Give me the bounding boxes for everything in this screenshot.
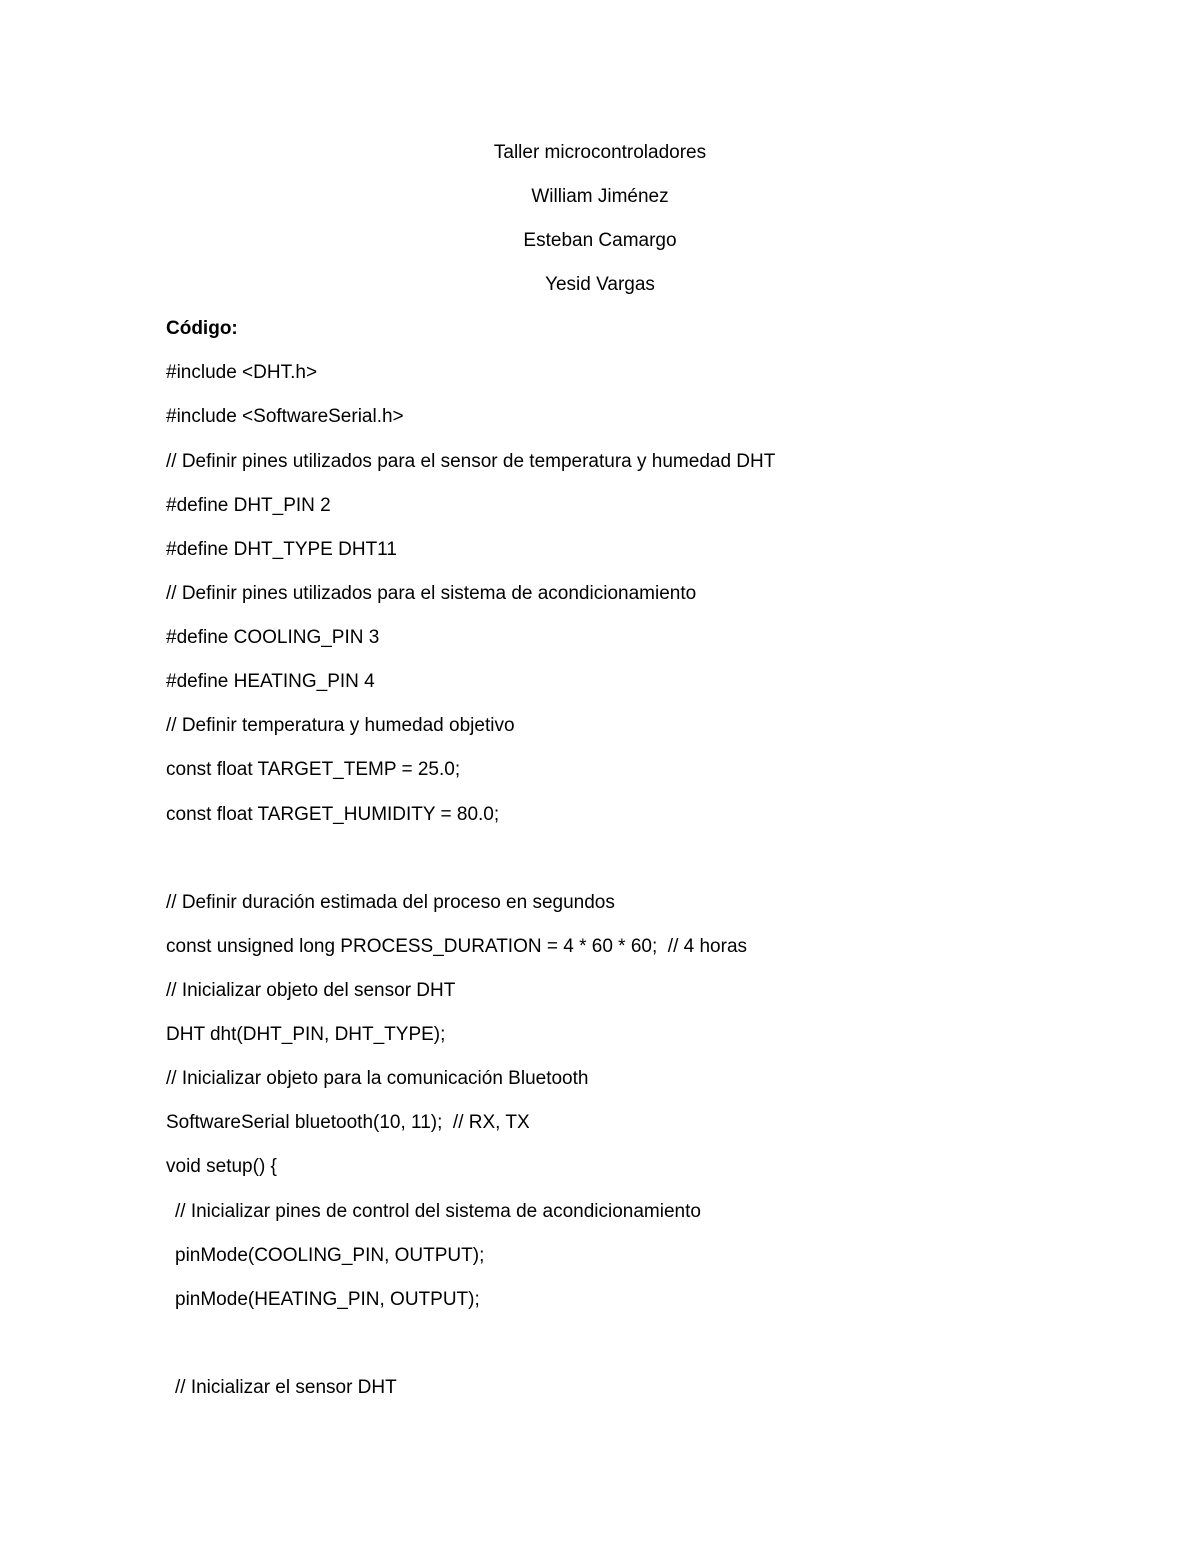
code-line: #define DHT_TYPE DHT11	[166, 539, 397, 560]
author-name: Esteban Camargo	[523, 230, 677, 251]
document-title: Taller microcontroladores	[493, 142, 707, 163]
code-line: SoftwareSerial bluetooth(10, 11); // RX, TX	[166, 1112, 530, 1133]
code-line: #define HEATING_PIN 4	[166, 671, 375, 692]
code-comment-line: // Definir pines utilizados para el sensor de temperatura y humedad DHT	[166, 451, 776, 472]
code-comment-line: // Inicializar pines de control del sistema de acondicionamiento	[175, 1201, 701, 1222]
author-name: Yesid Vargas	[545, 274, 655, 295]
code-comment-line: // Definir temperatura y humedad objetivo	[166, 715, 515, 736]
code-line: #define COOLING_PIN 3	[166, 627, 380, 648]
code-section-label: Código:	[166, 318, 238, 339]
code-line: #include <SoftwareSerial.h>	[166, 406, 404, 427]
code-comment-line: // Inicializar objeto para la comunicación Bluetooth	[166, 1068, 589, 1089]
author-name: William Jiménez	[531, 186, 669, 207]
code-line: DHT dht(DHT_PIN, DHT_TYPE);	[166, 1024, 446, 1045]
code-line: pinMode(HEATING_PIN, OUTPUT);	[175, 1289, 480, 1310]
code-line: const float TARGET_HUMIDITY = 80.0;	[166, 804, 500, 825]
code-line: const float TARGET_TEMP = 25.0;	[166, 759, 461, 780]
code-line: void setup() {	[166, 1156, 277, 1177]
code-comment-line: // Inicializar objeto del sensor DHT	[166, 980, 456, 1001]
code-line: const unsigned long PROCESS_DURATION = 4 * 60 * 60; // 4 horas	[166, 936, 748, 957]
code-comment-line: // Definir pines utilizados para el sistema de acondicionamiento	[166, 583, 697, 604]
code-line: #define DHT_PIN 2	[166, 495, 331, 516]
code-line: pinMode(COOLING_PIN, OUTPUT);	[175, 1245, 485, 1266]
code-line: #include <DHT.h>	[166, 362, 318, 383]
code-comment-line: // Definir duración estimada del proceso en segundos	[166, 892, 615, 913]
code-comment-line: // Inicializar el sensor DHT	[175, 1377, 397, 1398]
